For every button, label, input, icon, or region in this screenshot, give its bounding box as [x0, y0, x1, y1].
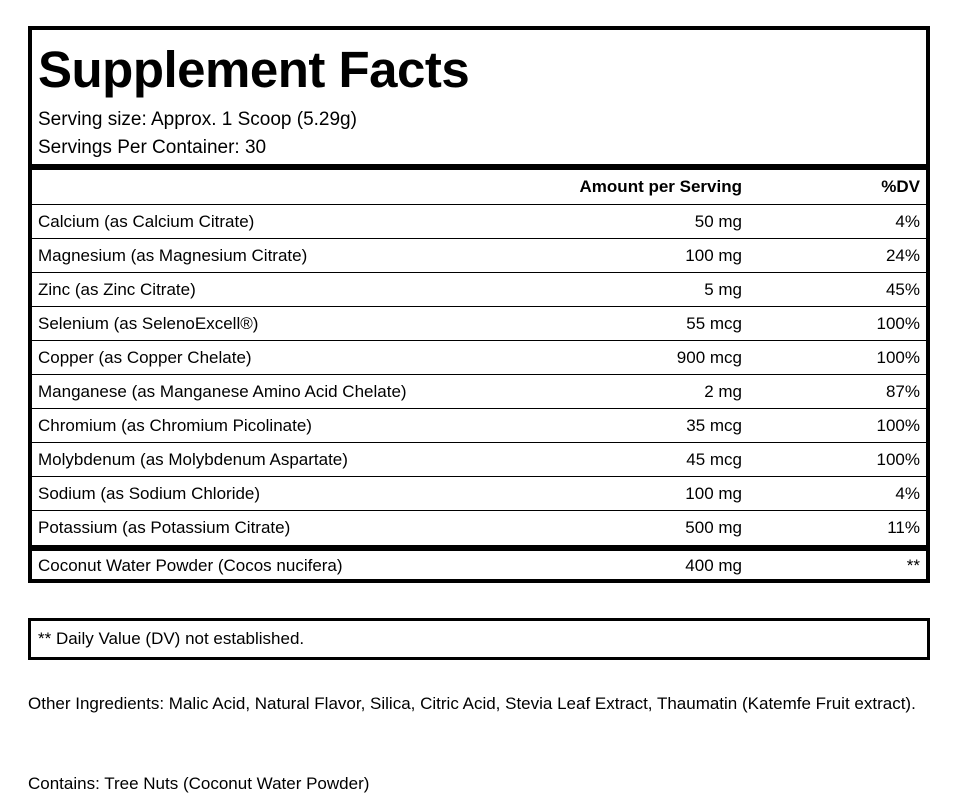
- header-dv: %DV: [881, 177, 920, 196]
- table-row: [32, 238, 926, 272]
- nutrient-name: Calcium (as Calcium Citrate): [38, 211, 255, 231]
- table-row: [32, 340, 926, 374]
- nutrient-dv: 87%: [885, 381, 920, 401]
- nutrient-name: Magnesium (as Magnesium Citrate): [38, 245, 308, 265]
- nutrient-dv: 100%: [876, 415, 920, 435]
- nutrient-name: Zinc (as Zinc Citrate): [38, 279, 196, 299]
- header-amount: Amount per Serving: [579, 177, 742, 196]
- table-row: [32, 408, 926, 442]
- nutrient-dv: 100%: [876, 347, 920, 367]
- serving-size: Serving size: Approx. 1 Scoop (5.29g): [38, 109, 357, 130]
- nutrient-dv: 100%: [876, 449, 920, 469]
- ingredient-dv: **: [906, 556, 920, 575]
- nutrient-amount: 100 mg: [685, 483, 742, 503]
- nutrient-dv: 4%: [895, 211, 920, 231]
- footnote-text: ** Daily Value (DV) not established.: [38, 629, 305, 648]
- allergen-statement: Contains: Tree Nuts (Coconut Water Powder): [28, 774, 370, 793]
- table-row: [32, 476, 926, 510]
- nutrient-dv: 4%: [895, 483, 920, 503]
- table-row: [32, 374, 926, 408]
- other-ingredient-row: [32, 551, 926, 581]
- nutrient-amount: 500 mg: [685, 517, 742, 537]
- nutrient-dv: 45%: [885, 279, 920, 299]
- nutrient-name: Chromium (as Chromium Picolinate): [38, 415, 312, 435]
- supplement-facts-panel: [28, 26, 930, 583]
- nutrient-dv: 100%: [876, 313, 920, 333]
- panel-title: Supplement Facts: [38, 41, 470, 98]
- nutrient-amount: 35 mcg: [686, 415, 742, 435]
- daily-value-footnote: [28, 618, 930, 660]
- nutrient-amount: 100 mg: [685, 245, 742, 265]
- other-ingredients: Other Ingredients: Malic Acid, Natural Flavor, Silica, Citric Acid, Stevia Leaf Extract, Thaumatin (Katemfe Fruit extract).: [28, 694, 916, 713]
- nutrient-amount: 900 mcg: [676, 347, 742, 367]
- nutrient-amount: 50 mg: [694, 211, 742, 231]
- table-row: [32, 272, 926, 306]
- nutrient-name: Selenium (as SelenoExcell®): [38, 313, 259, 333]
- nutrient-name: Sodium (as Sodium Chloride): [38, 483, 261, 503]
- nutrient-dv: 11%: [887, 517, 920, 537]
- nutrient-name: Copper (as Copper Chelate): [38, 347, 252, 367]
- table-row: [32, 306, 926, 340]
- ingredient-name: Coconut Water Powder (Cocos nucifera): [38, 556, 343, 575]
- nutrient-amount: 2 mg: [704, 381, 742, 401]
- nutrient-name: Manganese (as Manganese Amino Acid Chelate): [38, 381, 407, 401]
- nutrient-amount: 5 mg: [704, 279, 742, 299]
- table-row: [32, 204, 926, 238]
- ingredient-amount: 400 mg: [685, 556, 742, 575]
- nutrient-amount: 45 mcg: [686, 449, 742, 469]
- table-header: [32, 170, 926, 204]
- nutrient-dv: 24%: [885, 245, 920, 265]
- servings-per-container: Servings Per Container: 30: [38, 137, 267, 158]
- nutrient-name: Potassium (as Potassium Citrate): [38, 517, 291, 537]
- nutrient-amount: 55 mcg: [686, 313, 742, 333]
- nutrient-name: Molybdenum (as Molybdenum Aspartate): [38, 449, 348, 469]
- table-row: [32, 442, 926, 476]
- table-row: [32, 510, 926, 544]
